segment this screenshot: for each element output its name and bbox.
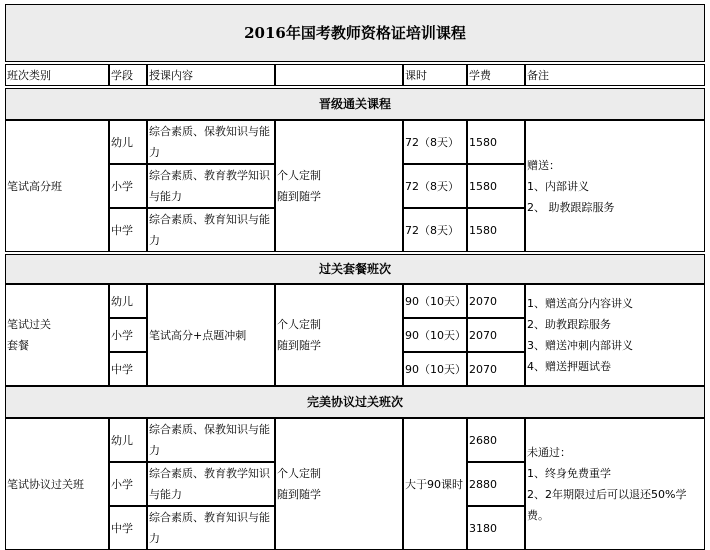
fee-cell: 2680 — [467, 418, 525, 462]
stage-cell: 中学 — [109, 506, 147, 550]
header-class-type: 班次类别 — [5, 64, 109, 86]
stage-cell: 幼儿 — [109, 284, 147, 318]
hours-cell: 72（8天） — [403, 120, 467, 164]
header-note: 备注 — [525, 64, 705, 86]
hours-cell: 72（8天） — [403, 164, 467, 208]
fee-cell: 1580 — [467, 164, 525, 208]
header-blank — [275, 64, 403, 86]
fee-cell: 1580 — [467, 208, 525, 252]
stage-cell: 中学 — [109, 352, 147, 386]
header-stage: 学段 — [109, 64, 147, 86]
fee-cell: 2070 — [467, 284, 525, 318]
hours-cell: 大于90课时 — [403, 418, 467, 550]
content-cell: 笔试高分+点题冲刺 — [147, 284, 275, 386]
mode-cell: 个人定制 随到随学 — [275, 418, 403, 550]
note-cell: 1、赠送高分内容讲义 2、助教跟踪服务 3、赠送冲刺内部讲义 4、赠送押题试卷 — [525, 284, 705, 386]
mode-cell: 个人定制 随到随学 — [275, 120, 403, 252]
stage-cell: 幼儿 — [109, 120, 147, 164]
section-title: 过关套餐班次 — [5, 254, 705, 284]
class-name: 笔试高分班 — [5, 120, 109, 252]
fee-cell: 2070 — [467, 318, 525, 352]
fee-cell: 1580 — [467, 120, 525, 164]
stage-cell: 幼儿 — [109, 418, 147, 462]
mode-cell: 个人定制 随到随学 — [275, 284, 403, 386]
stage-cell: 中学 — [109, 208, 147, 252]
page-title: 2016年国考教师资格证培训课程 — [5, 4, 705, 62]
content-cell: 综合素质、教育知识与能力 — [147, 208, 275, 252]
fee-cell: 2880 — [467, 462, 525, 506]
content-cell: 综合素质、教育教学知识与能力 — [147, 462, 275, 506]
hours-cell: 90（10天） — [403, 318, 467, 352]
note-cell: 未通过： 1、终身免费重学 2、2年期限过后可以退还50%学费。 — [525, 418, 705, 550]
header-hours: 课时 — [403, 64, 467, 86]
section-title: 完美协议过关班次 — [5, 386, 705, 418]
header-content: 授课内容 — [147, 64, 275, 86]
content-cell: 综合素质、教育知识与能力 — [147, 506, 275, 550]
fee-cell: 2070 — [467, 352, 525, 386]
note-cell: 赠送： 1、内部讲义 2、 助教跟踪服务 — [525, 120, 705, 252]
content-cell: 综合素质、保教知识与能力 — [147, 418, 275, 462]
hours-cell: 90（10天） — [403, 352, 467, 386]
class-name: 笔试协议过关班 — [5, 418, 109, 550]
header-fee: 学费 — [467, 64, 525, 86]
stage-cell: 小学 — [109, 462, 147, 506]
fee-cell: 3180 — [467, 506, 525, 550]
section-title: 晋级通关课程 — [5, 88, 705, 120]
content-cell: 综合素质、保教知识与能力 — [147, 120, 275, 164]
hours-cell: 72（8天） — [403, 208, 467, 252]
content-cell: 综合素质、教育教学知识与能力 — [147, 164, 275, 208]
stage-cell: 小学 — [109, 164, 147, 208]
class-name: 笔试过关 套餐 — [5, 284, 109, 386]
hours-cell: 90（10天） — [403, 284, 467, 318]
stage-cell: 小学 — [109, 318, 147, 352]
